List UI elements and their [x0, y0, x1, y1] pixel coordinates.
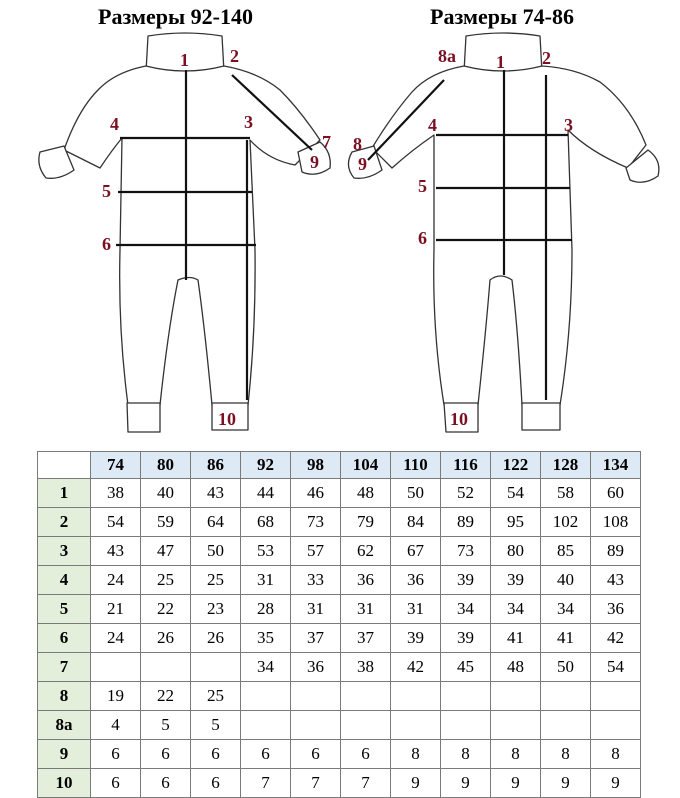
table-cell	[541, 682, 591, 711]
title-sizes-74-86: Размеры 74-86	[430, 4, 574, 29]
table-cell: 9	[491, 769, 541, 798]
title-sizes-92-140: Размеры 92-140	[98, 4, 253, 29]
table-cell: 6	[241, 740, 291, 769]
table-cell	[341, 682, 391, 711]
left-label-2: 2	[230, 46, 239, 66]
size-column-74: 74	[91, 452, 141, 479]
table-cell: 34	[491, 595, 541, 624]
size-column-116: 116	[441, 452, 491, 479]
size-column-92: 92	[241, 452, 291, 479]
table-cell: 46	[291, 479, 341, 508]
table-row	[38, 769, 641, 798]
size-column-80: 80	[141, 452, 191, 479]
table-cell: 6	[191, 740, 241, 769]
measurement-label: 8a	[38, 711, 91, 740]
left-label-7: 7	[322, 132, 331, 152]
table-cell	[241, 682, 291, 711]
table-cell: 22	[141, 682, 191, 711]
size-column-128: 128	[541, 452, 591, 479]
table-cell: 53	[241, 537, 291, 566]
left-label-5: 5	[102, 181, 111, 201]
table-cell: 8	[591, 740, 641, 769]
table-cell: 60	[591, 479, 641, 508]
table-row	[38, 537, 641, 566]
right-label-2: 2	[542, 48, 551, 68]
table-cell: 73	[441, 537, 491, 566]
size-column-110: 110	[391, 452, 441, 479]
table-cell: 37	[341, 624, 391, 653]
measurement-label: 7	[38, 653, 91, 682]
table-cell	[591, 682, 641, 711]
table-cell	[391, 711, 441, 740]
table-cell: 39	[441, 624, 491, 653]
left-label-1: 1	[180, 50, 189, 70]
table-cell: 31	[241, 566, 291, 595]
table-cell: 9	[441, 769, 491, 798]
table-corner-cell	[38, 452, 91, 479]
table-cell: 4	[91, 711, 141, 740]
table-cell	[491, 711, 541, 740]
table-cell: 7	[341, 769, 391, 798]
table-cell: 95	[491, 508, 541, 537]
table-row	[38, 653, 641, 682]
table-cell	[391, 682, 441, 711]
table-cell: 28	[241, 595, 291, 624]
table-cell: 36	[291, 653, 341, 682]
table-cell: 38	[341, 653, 391, 682]
measurement-label: 6	[38, 624, 91, 653]
table-cell: 35	[241, 624, 291, 653]
left-label-10: 10	[218, 409, 236, 429]
size-table	[37, 451, 641, 798]
table-cell: 41	[541, 624, 591, 653]
table-cell: 47	[141, 537, 191, 566]
table-row	[38, 740, 641, 769]
table-row	[38, 624, 641, 653]
right-label-6: 6	[418, 228, 427, 248]
table-cell: 33	[291, 566, 341, 595]
table-cell: 34	[241, 653, 291, 682]
right-label-10: 10	[450, 409, 468, 429]
table-cell: 8	[441, 740, 491, 769]
table-cell: 62	[341, 537, 391, 566]
right-label-8a: 8a	[438, 46, 456, 66]
table-cell	[441, 682, 491, 711]
left-label-3: 3	[244, 112, 253, 132]
table-cell: 45	[441, 653, 491, 682]
table-cell: 39	[441, 566, 491, 595]
table-cell: 26	[191, 624, 241, 653]
table-cell: 64	[191, 508, 241, 537]
size-column-122: 122	[491, 452, 541, 479]
size-table-header-row	[38, 452, 641, 479]
table-cell: 7	[241, 769, 291, 798]
table-cell: 58	[541, 479, 591, 508]
table-row	[38, 595, 641, 624]
right-label-8: 8	[353, 134, 362, 154]
table-cell: 9	[541, 769, 591, 798]
table-cell: 6	[341, 740, 391, 769]
table-cell: 26	[141, 624, 191, 653]
table-cell: 89	[441, 508, 491, 537]
table-cell	[191, 653, 241, 682]
size-column-98: 98	[291, 452, 341, 479]
table-cell: 9	[391, 769, 441, 798]
table-cell: 5	[141, 711, 191, 740]
table-cell: 43	[591, 566, 641, 595]
table-cell	[441, 711, 491, 740]
table-cell: 59	[141, 508, 191, 537]
table-cell	[91, 653, 141, 682]
table-cell: 19	[91, 682, 141, 711]
table-cell	[341, 711, 391, 740]
table-cell: 50	[541, 653, 591, 682]
table-cell: 5	[191, 711, 241, 740]
table-cell: 40	[141, 479, 191, 508]
size-table-body	[38, 479, 641, 798]
table-cell: 48	[491, 653, 541, 682]
table-cell: 6	[141, 769, 191, 798]
table-cell	[541, 711, 591, 740]
table-cell: 48	[341, 479, 391, 508]
table-cell: 36	[341, 566, 391, 595]
measurement-label: 5	[38, 595, 91, 624]
table-cell: 79	[341, 508, 391, 537]
table-cell: 42	[591, 624, 641, 653]
table-cell: 25	[141, 566, 191, 595]
table-cell: 39	[391, 624, 441, 653]
table-row	[38, 479, 641, 508]
table-cell: 41	[491, 624, 541, 653]
table-cell: 36	[391, 566, 441, 595]
table-cell: 23	[191, 595, 241, 624]
table-cell: 6	[291, 740, 341, 769]
table-cell: 25	[191, 682, 241, 711]
left-label-6: 6	[102, 234, 111, 254]
table-cell: 34	[541, 595, 591, 624]
table-cell: 6	[141, 740, 191, 769]
table-cell: 36	[591, 595, 641, 624]
table-cell: 54	[591, 653, 641, 682]
table-cell: 24	[91, 624, 141, 653]
table-cell	[141, 653, 191, 682]
jumpsuit-left-drawing	[39, 33, 330, 432]
measurement-label: 8	[38, 682, 91, 711]
table-cell: 31	[291, 595, 341, 624]
table-cell: 85	[541, 537, 591, 566]
table-cell: 80	[491, 537, 541, 566]
table-cell: 42	[391, 653, 441, 682]
table-cell: 84	[391, 508, 441, 537]
size-column-134: 134	[591, 452, 641, 479]
measurement-label: 4	[38, 566, 91, 595]
table-cell: 108	[591, 508, 641, 537]
table-cell: 6	[91, 769, 141, 798]
left-label-4: 4	[110, 114, 119, 134]
table-cell: 89	[591, 537, 641, 566]
table-cell: 40	[541, 566, 591, 595]
size-column-104: 104	[341, 452, 391, 479]
table-cell: 44	[241, 479, 291, 508]
table-cell: 52	[441, 479, 491, 508]
measurement-label: 3	[38, 537, 91, 566]
size-column-86: 86	[191, 452, 241, 479]
table-cell	[291, 682, 341, 711]
table-cell: 34	[441, 595, 491, 624]
table-cell: 43	[91, 537, 141, 566]
table-cell: 24	[91, 566, 141, 595]
table-cell: 9	[591, 769, 641, 798]
right-label-3: 3	[564, 115, 573, 135]
table-cell: 21	[91, 595, 141, 624]
table-cell	[591, 711, 641, 740]
measurement-label: 9	[38, 740, 91, 769]
measurement-label: 1	[38, 479, 91, 508]
table-cell: 102	[541, 508, 591, 537]
table-cell: 22	[141, 595, 191, 624]
right-label-1: 1	[496, 52, 505, 72]
table-cell: 39	[491, 566, 541, 595]
table-row	[38, 711, 641, 740]
table-cell: 8	[541, 740, 591, 769]
table-cell: 8	[491, 740, 541, 769]
table-cell: 43	[191, 479, 241, 508]
table-cell: 50	[391, 479, 441, 508]
table-row	[38, 682, 641, 711]
left-label-9: 9	[310, 152, 319, 172]
table-cell: 7	[291, 769, 341, 798]
table-cell: 50	[191, 537, 241, 566]
table-cell: 67	[391, 537, 441, 566]
table-cell: 54	[91, 508, 141, 537]
table-cell: 31	[341, 595, 391, 624]
table-cell: 68	[241, 508, 291, 537]
right-label-5: 5	[418, 176, 427, 196]
table-cell: 38	[91, 479, 141, 508]
table-cell: 37	[291, 624, 341, 653]
table-cell: 73	[291, 508, 341, 537]
measurement-label: 2	[38, 508, 91, 537]
table-cell	[491, 682, 541, 711]
table-row	[38, 508, 641, 537]
table-cell: 6	[191, 769, 241, 798]
table-cell	[291, 711, 341, 740]
table-cell: 31	[391, 595, 441, 624]
measurement-label: 10	[38, 769, 91, 798]
table-cell: 6	[91, 740, 141, 769]
table-cell: 8	[391, 740, 441, 769]
table-cell: 25	[191, 566, 241, 595]
table-row	[38, 566, 641, 595]
table-cell: 57	[291, 537, 341, 566]
table-cell	[241, 711, 291, 740]
right-label-9: 9	[358, 154, 367, 174]
table-cell: 54	[491, 479, 541, 508]
right-label-4: 4	[428, 115, 437, 135]
